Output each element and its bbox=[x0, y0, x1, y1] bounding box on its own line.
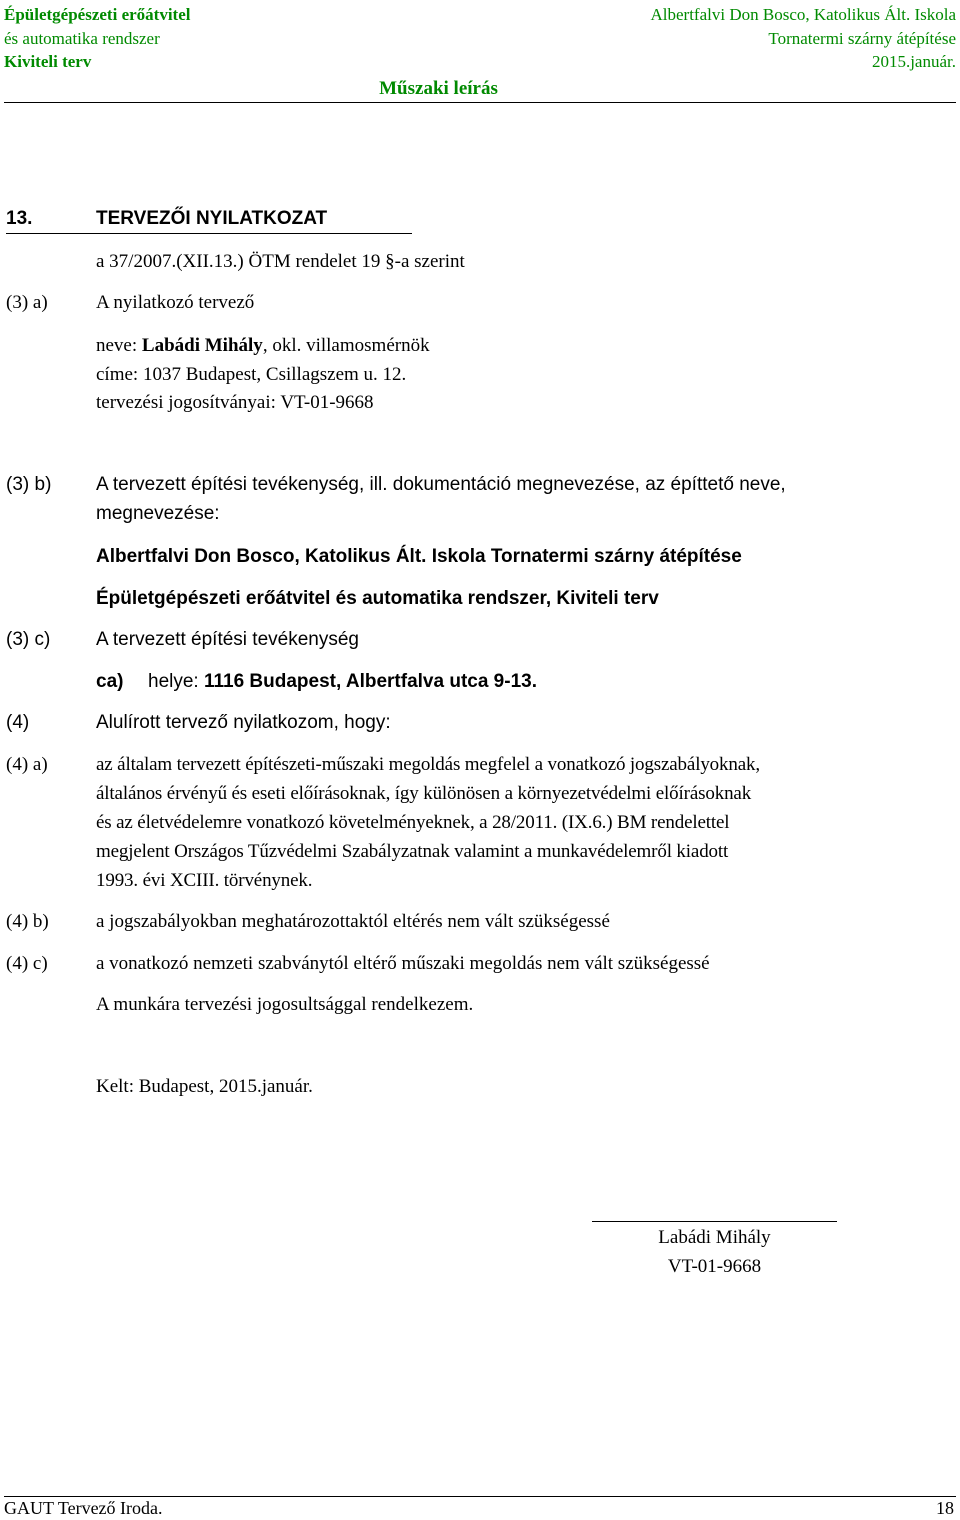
item-label-3c: (3) c) bbox=[6, 629, 51, 650]
footer-office: GAUT Tervező Iroda. bbox=[4, 1498, 163, 1518]
item-label-4c: (4) c) bbox=[6, 953, 48, 974]
page-number: 18 bbox=[936, 1498, 954, 1518]
item-3b-line-1: A tervezett építési tevékenység, ill. dokumentáció megnevezése, az építtető neve, bbox=[96, 474, 786, 495]
item-4a-paragraph bbox=[96, 750, 760, 895]
signature-name: Labádi Mihály bbox=[658, 1227, 771, 1248]
header-right-line-2: Tornatermi szárny átépítése bbox=[768, 29, 956, 48]
footer-rule bbox=[4, 1496, 956, 1497]
item-4a-line: és az életvédelemre vonatkozó követelményeknek, a 28/2011. (IX.6.) BM rendelettel bbox=[96, 812, 730, 833]
header-right-line-1: Albertfalvi Don Bosco, Katolikus Ált. Iskola bbox=[650, 5, 956, 24]
documentation-name: Épületgépészeti erőátvitel és automatika rendszer, Kiviteli terv bbox=[96, 588, 659, 609]
item-4c-text: a vonatkozó nemzeti szabványtól eltérő műszaki megoldás nem vált szükségessé bbox=[96, 953, 710, 974]
designer-license: tervezési jogosítványai: VT-01-9668 bbox=[96, 392, 374, 413]
section-heading-underline bbox=[6, 233, 412, 234]
item-ca-label: ca) bbox=[96, 671, 124, 692]
designer-name-line bbox=[96, 335, 430, 357]
item-4a-line: az általam tervezett építészeti-műszaki megoldás megfelel a vonatkozó jogszabályoknak, bbox=[96, 754, 760, 775]
item-3b-line-2: megnevezése: bbox=[96, 503, 220, 524]
item-label-4: (4) bbox=[6, 712, 30, 733]
closing-statement: A munkára tervezési jogosultsággal rendelkezem. bbox=[96, 994, 474, 1015]
designer-address: címe: 1037 Budapest, Csillagszem u. 12. bbox=[96, 364, 407, 385]
item-label-3a: (3) a) bbox=[6, 292, 48, 313]
header-left-line-1: Épületgépészeti erőátvitel bbox=[4, 5, 191, 24]
dated-line: Kelt: Budapest, 2015.január. bbox=[96, 1076, 313, 1097]
decree-reference: a 37/2007.(XII.13.) ÖTM rendelet 19 §-a szerint bbox=[96, 251, 465, 272]
header-rule bbox=[4, 102, 956, 103]
item-3a-title: A nyilatkozó tervező bbox=[96, 292, 255, 313]
project-name: Albertfalvi Don Bosco, Katolikus Ált. Iskola Tornatermi szárny átépítése bbox=[96, 546, 742, 567]
header-left-line-3: Kiviteli terv bbox=[4, 52, 92, 71]
signature-line bbox=[592, 1221, 837, 1222]
item-label-3b: (3) b) bbox=[6, 474, 52, 495]
item-label-4b: (4) b) bbox=[6, 911, 49, 932]
item-4a-line: 1993. évi XCIII. törvénynek. bbox=[96, 870, 313, 891]
section-heading: TERVEZŐI NYILATKOZAT bbox=[96, 208, 328, 229]
header-left-line-2: és automatika rendszer bbox=[4, 29, 160, 48]
location-line bbox=[148, 671, 537, 693]
header-title: Műszaki leírás bbox=[379, 78, 498, 99]
designer-title: , okl. villamosmérnök bbox=[262, 335, 430, 356]
header-right-line-3: 2015.január. bbox=[871, 52, 956, 71]
item-4b-text: a jogszabályokban meghatározottaktól eltérés nem vált szükségessé bbox=[96, 911, 610, 932]
location-value: 1116 Budapest, Albertfalva utca 9-13. bbox=[203, 671, 537, 692]
item-4a-line: általános érvényű és eseti előírásoknak, így különösen a környezetvédelmi előírásoknak bbox=[96, 783, 752, 804]
signature-license: VT-01-9668 bbox=[667, 1256, 762, 1277]
item-label-4a: (4) a) bbox=[6, 754, 48, 775]
section-number: 13. bbox=[6, 208, 33, 229]
designer-name: Labádi Mihály bbox=[141, 335, 263, 356]
designer-name-prefix: neve: bbox=[96, 335, 142, 356]
item-3c-title: A tervezett építési tevékenység bbox=[96, 629, 359, 650]
item-4a-line: megjelent Országos Tűzvédelmi Szabályzatnak valamint a munkavédelemről kiadott bbox=[96, 841, 729, 862]
item-4-text: Alulírott tervező nyilatkozom, hogy: bbox=[96, 712, 391, 733]
location-prefix: helye: bbox=[148, 671, 199, 692]
